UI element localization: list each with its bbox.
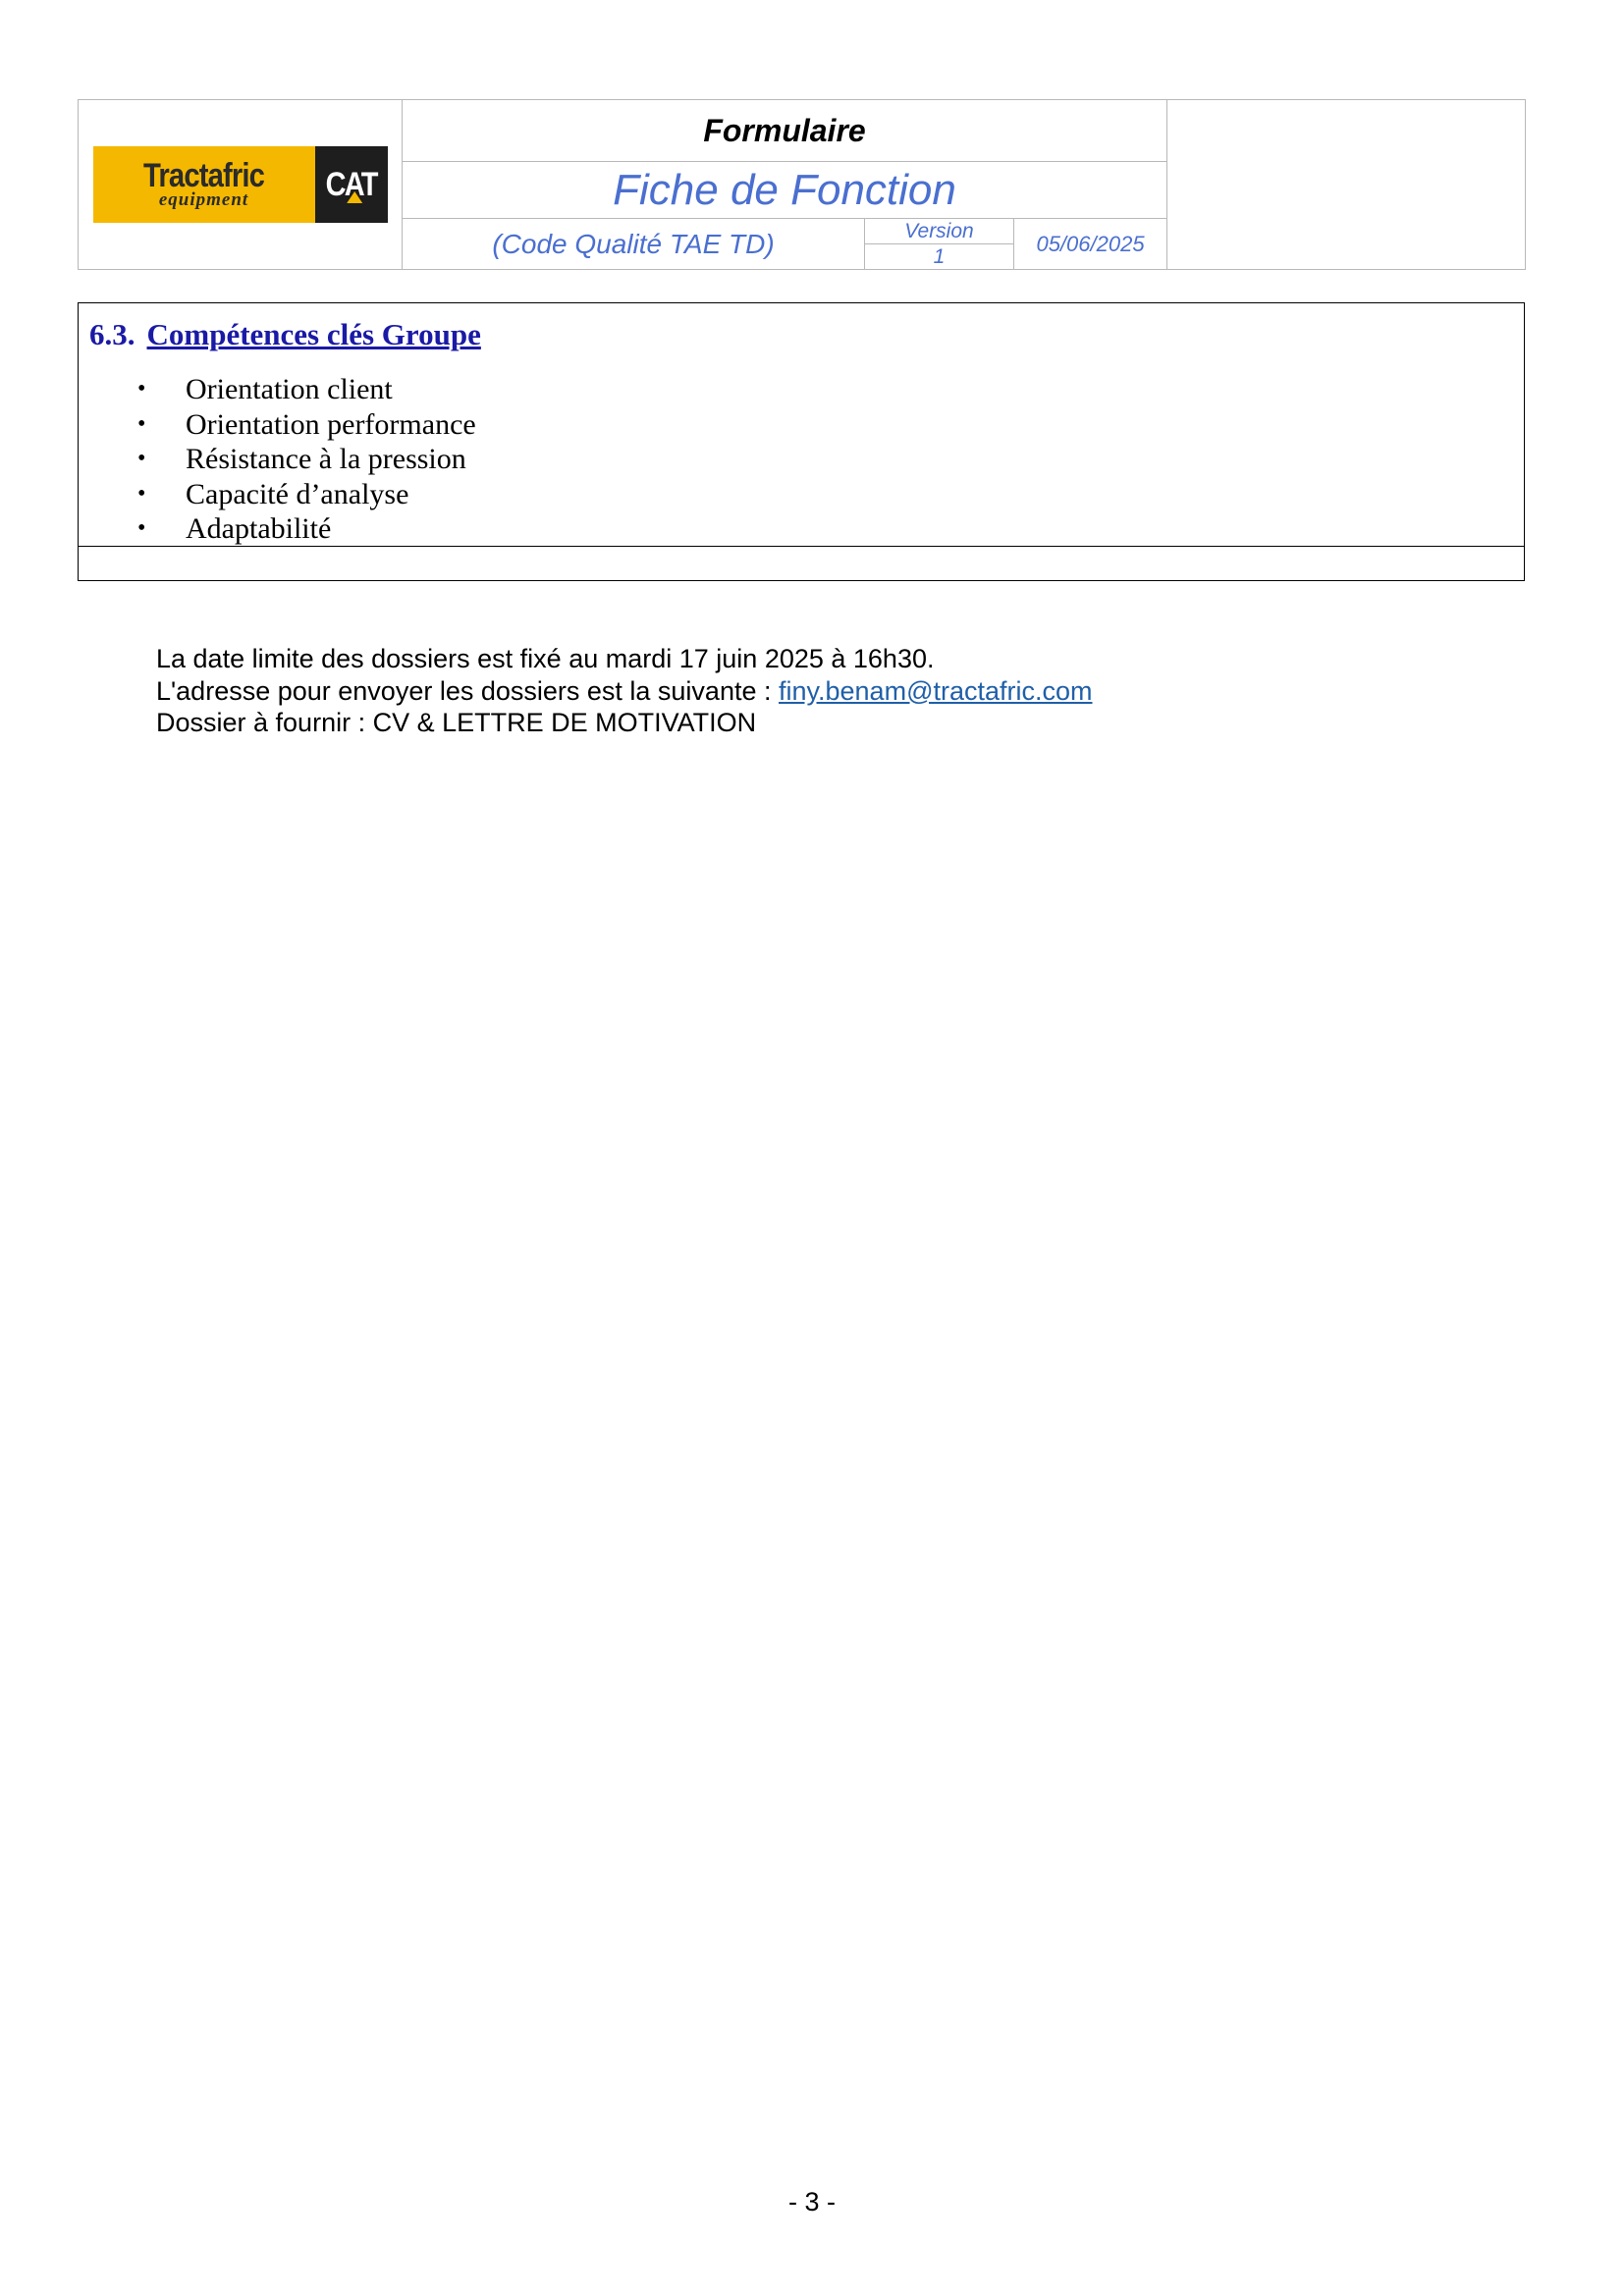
cat-triangle-icon (347, 191, 362, 203)
list-item-label: Orientation performance (186, 407, 476, 441)
list-item-label: Résistance à la pression (186, 443, 466, 475)
cat-mark-text: CAT (325, 165, 377, 203)
list-item-label: Orientation client (186, 373, 393, 405)
list-item (79, 442, 476, 477)
documents-text: Dossier à fournir : CV & LETTRE DE MOTIVATION (156, 708, 757, 737)
application-info (156, 643, 1093, 739)
list-item (79, 372, 476, 407)
logo-sub-text: equipment (158, 189, 249, 210)
bullet-icon: • (137, 480, 146, 507)
list-item (79, 511, 476, 547)
form-type-label: Formulaire (403, 100, 1167, 162)
section-divider (79, 546, 1524, 547)
address-prefix: L'adresse pour envoyer les dossiers est la suivante : (156, 675, 779, 706)
email-link[interactable]: finy.benam@tractafric.com (779, 675, 1093, 706)
bullet-icon: • (137, 446, 146, 471)
bullet-icon: • (137, 515, 146, 541)
page-number: - 3 - (787, 2187, 836, 2216)
form-date: 05/06/2025 (1014, 219, 1167, 270)
version-value: 1 (865, 244, 1014, 270)
quality-code: (Code Qualité TAE TD) (403, 219, 865, 270)
address-line (156, 675, 1093, 708)
bullet-icon: • (137, 410, 146, 437)
cat-mark-panel (315, 146, 388, 223)
list-item (79, 477, 476, 512)
deadline-text: La date limite des dossiers est fixé au mardi 17 juin 2025 à 16h30. (156, 644, 935, 673)
tractafric-cat-logo (93, 146, 388, 223)
list-item-label: Capacité d’analyse (186, 477, 409, 510)
section-heading (89, 317, 481, 352)
competences-list (79, 372, 476, 547)
form-title: Fiche de Fonction (403, 162, 1167, 219)
logo-cell (79, 100, 403, 270)
form-header-table (78, 99, 1526, 270)
list-item-label: Adaptabilité (186, 512, 332, 545)
section-title: Compétences clés Groupe (146, 317, 481, 351)
version-label: Version (865, 219, 1014, 244)
section-number: 6.3. (89, 317, 135, 351)
header-blank-cell (1167, 100, 1526, 270)
logo-brand-text: Tractafric (142, 157, 265, 194)
competences-section (78, 302, 1525, 581)
list-item (79, 407, 476, 443)
bullet-icon: • (137, 376, 146, 401)
logo-brand-panel (93, 146, 315, 223)
